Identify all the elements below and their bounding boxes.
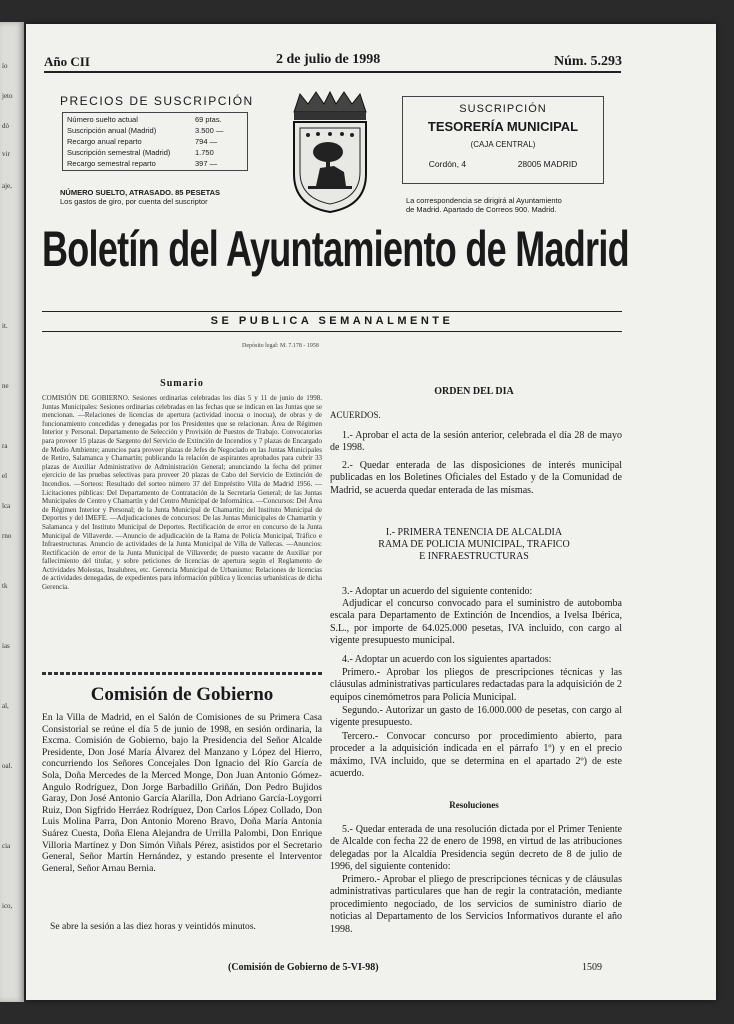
- sumario-text: COMISIÓN DE GOBIERNO. Sesiones ordinarias celebradas los días 5 y 11 de junio de 1998. Juntas Municipales: Sesiones ordinarias celebradas en las fechas que se indican en las Juntas que se mencionan. —Relaciones de licencias de apertura (actividad inocua o inocua), de obras y de funcionamiento concedidas y denegadas por los Presidentes que se relacionan. Área de Régimen Interior y Personal. Departamento de Selección y Provisión de Puestos de Trabajo. Convocatorias para proveer 15 plazas de Sargento del Servicio de Extinción de Incendios y 7 plazas de Encargado de Medio Ambiente; anuncios para proveer plazas de Jefes de Negociado en las Juntas Municipales de Retiro, Salamanca y Chamartín; publicando la relación de aspirantes aprobados para cubrir 33 plazas de Auxiliar Administrativo de Administración General; anunciando la fecha del primer ejercicio de las pruebas selectivas para proveer 20 plazas de Cabo del Servicio de Extinción de Incendios. —Sorteos: Resultado del sorteo número 37 del Empréstito Villa de Madrid 1956. —Licitaciones públicas: Del Departamento de Contratación de la Secretaría General; de las Juntas Municipales de Centro y Chamartín y del Centro Municipal de Informática. —Concursos: Del Área de Régimen Interior y Personal; de la Junta Municipal de Chamartín; del Instituto Municipal de Deportes y del IMEFE. —Adjudicaciones de concursos: De las Juntas Municipales de Chamartín y Salamanca y del Instituto Municipal de Deportes. Rectificación de error en concurso de la Junta Municipal de Villaverde. —Anuncio de adjudicación de la Rama de Policía Municipal, Tráfico e Infraestructuras. Anuncio de actividades de la Junta Municipal de Villa de Vallecas. —Anuncios: Rectificación de error de la Junta Municipal de Villaverde; de puesto vacante de Auxiliar por fallecimiento del titular, y sobre peticiones de licencias de apertura según el Reglamento de Actividades Molestas, Insalubres, etc. Gerencia Municipal de Urbanismo: Relaciones de licencias de actividades denegadas, de expedientes para información pública y licencias urbanísticas de dicha Gerencia.: [42, 394, 322, 592]
- margin-fragment: dó: [2, 122, 9, 130]
- margin-fragment: ra: [2, 442, 8, 450]
- section-heading-line-3: E INFRAESTRUCTURAS: [419, 551, 529, 562]
- prices-table: [62, 112, 248, 171]
- madrid-coat-of-arms-icon: [286, 90, 374, 214]
- section-heading-line-2: RAMA DE POLICIA MUNICIPAL, TRAFICO: [378, 539, 570, 550]
- margin-fragment: ias: [2, 642, 10, 650]
- section-divider: [42, 672, 322, 675]
- year-label: Año CII: [44, 54, 90, 69]
- margin-fragment: lca: [2, 502, 11, 510]
- price-note-shipping: Los gastos de giro, por cuenta del suscriptor: [60, 197, 208, 206]
- margin-fragment: el: [2, 472, 8, 480]
- price-row: [67, 136, 243, 147]
- subscription-box: [402, 96, 604, 184]
- section-heading-line-1: I.- PRIMERA TENENCIA DE ALCALDIA: [385, 527, 563, 538]
- price-label: Suscripción semestral (Madrid): [67, 148, 171, 157]
- resoluciones-heading: Resoluciones: [449, 800, 499, 810]
- price-value: 794 —: [195, 137, 218, 146]
- margin-fragment: vir: [2, 150, 10, 158]
- subscription-street: Cordón, 4: [428, 159, 467, 169]
- agenda-item-1: 1.- Aprobar el acta de la sesión anterior, celebrada el día 28 de mayo de 1998.: [330, 430, 622, 454]
- price-value: 69 ptas.: [195, 115, 222, 124]
- margin-fragment: tk: [2, 582, 8, 590]
- subscription-note-2: de Madrid. Apartado de Correos 900. Madrid.: [406, 205, 557, 214]
- agenda-item-4-first: Primero.- Aprobar los pliegos de prescripciones técnicas y las cláusulas administrativas particulares redactadas para la adquisición de 2 equipos cinemómetros para Policía Municipal.: [330, 667, 622, 703]
- legal-deposit: Depósito legal: M. 7.178 - 1958: [242, 343, 319, 349]
- agenda-item-2: 2.- Quedar enterada de las disposiciones de interés municipal publicadas en los Boletines Oficiales del Estado y de la Comunidad de Madrid, se acuerda quedar enterada de las mismas.: [330, 460, 622, 496]
- price-label: Número suelto actual: [67, 115, 138, 124]
- agenda-item-4-third: Tercero.- Convocar concurso por procedimiento abierto, para proceder a la adquisición indicada en el párrafo 1º) y en el precio máximo, IVA incluido, que se determina en el apartado 2º) de este acuerdo.: [330, 731, 622, 780]
- margin-fragment: al,: [2, 702, 9, 710]
- price-label: Recargo semestral reparto: [67, 159, 156, 168]
- agenda-item-5-first: Primero.- Aprobar el pliego de prescripciones técnicas y de cláusulas administrativas particulares que han de regir la contratación, mediante procedimiento negociado, de los servicios de suministro diario de noticias al Departamento de los Servicios Informativos durante el año 1998.: [330, 874, 622, 935]
- subscription-sub: (CAJA CENTRAL): [470, 140, 536, 149]
- comision-opening: Se abre la sesión a las diez horas y veintidós minutos.: [50, 921, 256, 932]
- masthead-tagline: SE PUBLICA SEMANALMENTE: [210, 315, 454, 327]
- price-row: [67, 125, 243, 136]
- subscription-office: TESORERÍA MUNICIPAL: [427, 119, 579, 134]
- subscription-city: 28005 MADRID: [517, 159, 578, 169]
- agenda-item-4-intro: 4.- Adoptar un acuerdo con los siguientes apartados:: [342, 654, 552, 665]
- comision-text: En la Villa de Madrid, en el Salón de Comisiones de su Primera Casa Consistorial se reúne el día 5 de junio de 1998, en sesión ordinaria, la Excma. Comisión de Gobierno, bajo la Presidencia del Señor Alcalde Presidente, Don José María Álvarez del Manzano y López del Hierro, concurriendo los Señores Concejales Don Ignacio del Río García de Sola, Doña Mercedes de la Merced Monge, Don Juan Antonio Gómez-Angulo Rodríguez, Don Jorge Barbadillo Griñán, Don Pedro Bujidos Garay, Don José Antonio García Alarilla, Don Adriano García-Loygorri Ruiz, Don Sigfrido Herráez Rodríguez, Don Carlos López Collado, Don Luis Molina Parra, Don Antonio Moreno Bravo, Doña María Antonia Suárez Cuesta, Doña Elena Alejandra de Urrilla Palombi, Don Enrique Villoria Martínez y Don Simón Viñals Pérez, asistidos por el Secretario General, Señor Martín Hernández, y estando presente el Interventor General, Señor Arnau Bernia.: [42, 712, 322, 874]
- masthead-rule-top: [42, 311, 622, 312]
- margin-fragment: cia: [2, 842, 11, 850]
- price-row: [67, 114, 243, 125]
- header-rule: [44, 71, 621, 73]
- prices-title: PRECIOS DE SUSCRIPCIÓN: [60, 94, 254, 108]
- margin-fragment: ne: [2, 382, 9, 390]
- section-heading: [326, 527, 622, 563]
- price-row: [67, 147, 243, 158]
- margin-fragment: aje,: [2, 182, 12, 190]
- orden-title: ORDEN DEL DIA: [434, 386, 514, 397]
- margin-fragment: it.: [2, 322, 8, 330]
- price-value: 1.750: [195, 148, 214, 157]
- subscription-address: [403, 159, 603, 169]
- margin-fragment: oal.: [2, 762, 13, 770]
- issue-date: 2 de julio de 1998: [276, 52, 381, 67]
- margin-fragment: rno: [2, 532, 12, 540]
- previous-page-edge: [0, 22, 24, 1002]
- price-label: Suscripción anual (Madrid): [67, 126, 157, 135]
- subscription-title: SUSCRIPCIÓN: [459, 103, 547, 115]
- price-value: 3.500 —: [195, 126, 224, 135]
- bulletin-page: [26, 24, 716, 1000]
- agenda-item-3-intro: 3.- Adoptar un acuerdo del siguiente contenido:: [342, 586, 533, 597]
- agenda-item-5-intro: 5.- Quedar enterada de una resolución dictada por el Primer Teniente de Alcalde con fecha 22 de enero de 1998, en virtud de las atribuciones delegadas por la Alcaldía Presidencia según decreto de 8 de julio de 1996, del siguiente contenido:: [330, 824, 622, 873]
- masthead-title: Boletín del Ayuntamiento de Madrid: [42, 221, 629, 277]
- page-number: 1509: [582, 962, 602, 973]
- price-note-single: NÚMERO SUELTO, ATRASADO. 85 PESETAS: [60, 188, 221, 197]
- price-row: [67, 158, 243, 169]
- agenda-item-3-text: Adjudicar el concurso convocado para el suministro de autobomba escala para Departamento de Extinción de Incendios, a Ivelsa Ibérica, S.L., por importe de 64.025.000 pesetas, IVA incluido, con cargo al vigente presupuesto municipal.: [330, 598, 622, 647]
- agenda-item-4-second: Segundo.- Autorizar un gasto de 16.000.000 de pesetas, con cargo al vigente presupuesto.: [330, 705, 622, 729]
- masthead-rule-bottom: [42, 331, 622, 332]
- footer-caption: (Comisión de Gobierno de 5-VI-98): [228, 962, 379, 973]
- comision-title: Comisión de Gobierno: [90, 684, 274, 705]
- margin-fragment: ico,: [2, 902, 13, 910]
- subscription-note-1: La correspondencia se dirigirá al Ayuntamiento: [406, 196, 562, 205]
- sumario-title: Sumario: [160, 378, 204, 389]
- margin-fragment: ío: [2, 62, 8, 70]
- price-value: 397 —: [195, 159, 218, 168]
- acuerdos-label: ACUERDOS.: [330, 410, 381, 420]
- margin-fragment: jeto: [2, 92, 13, 100]
- price-label: Recargo anual reparto: [67, 137, 142, 146]
- issue-number: Núm. 5.293: [554, 54, 623, 69]
